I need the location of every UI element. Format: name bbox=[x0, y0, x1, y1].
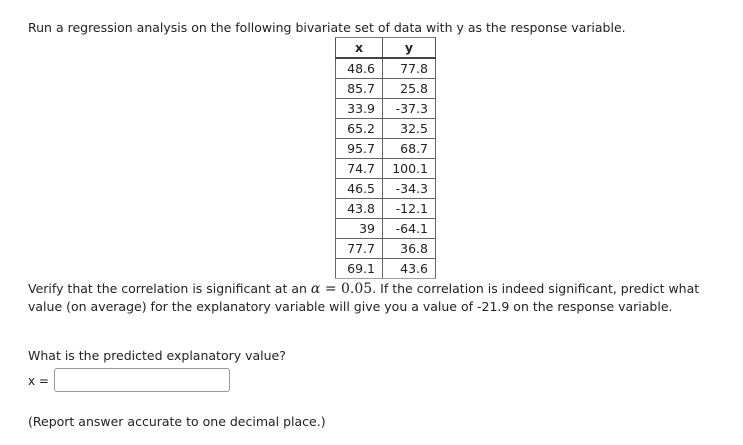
x-value-cell: 48.6 bbox=[336, 58, 383, 79]
table-row bbox=[336, 119, 436, 139]
instruction-text-part2: . If the correlation is indeed significant, predict what value (on average) for the explanatory variable will give you a value of -21.9 on the response variable. bbox=[28, 281, 700, 314]
answer-row bbox=[28, 366, 230, 394]
table-row bbox=[336, 259, 436, 279]
table-row bbox=[336, 199, 436, 219]
x-value-cell: 65.2 bbox=[336, 119, 383, 139]
alpha-symbol: α bbox=[310, 281, 321, 297]
table-row bbox=[336, 239, 436, 259]
answer-input[interactable] bbox=[54, 368, 230, 392]
y-value-cell: -12.1 bbox=[383, 199, 436, 219]
x-value-cell: 95.7 bbox=[336, 139, 383, 159]
question-intro: Run a regression analysis on the following bivariate set of data with y as the response variable. bbox=[28, 20, 626, 35]
alpha-equation: = 0.05 bbox=[320, 281, 373, 297]
data-table bbox=[335, 37, 436, 279]
y-value-cell: 68.7 bbox=[383, 139, 436, 159]
y-value-cell: -34.3 bbox=[383, 179, 436, 199]
question-instruction bbox=[28, 280, 718, 316]
x-value-cell: 74.7 bbox=[336, 159, 383, 179]
rounding-note: (Report answer accurate to one decimal place.) bbox=[28, 414, 326, 429]
table-row bbox=[336, 219, 436, 239]
table-header-row bbox=[336, 38, 436, 59]
y-value-cell: -64.1 bbox=[383, 219, 436, 239]
x-value-cell: 39 bbox=[336, 219, 383, 239]
y-value-cell: 43.6 bbox=[383, 259, 436, 279]
x-value-cell: 77.7 bbox=[336, 239, 383, 259]
column-header-y: y bbox=[383, 38, 436, 59]
y-value-cell: 77.8 bbox=[383, 58, 436, 79]
column-header-x: x bbox=[336, 38, 383, 59]
table-row bbox=[336, 139, 436, 159]
alpha-expression bbox=[311, 281, 372, 297]
x-value-cell: 43.8 bbox=[336, 199, 383, 219]
y-value-cell: -37.3 bbox=[383, 99, 436, 119]
y-value-cell: 36.8 bbox=[383, 239, 436, 259]
x-value-cell: 85.7 bbox=[336, 79, 383, 99]
table-row bbox=[336, 99, 436, 119]
x-value-cell: 69.1 bbox=[336, 259, 383, 279]
answer-label: x = bbox=[28, 374, 49, 388]
y-value-cell: 32.5 bbox=[383, 119, 436, 139]
x-value-cell: 33.9 bbox=[336, 99, 383, 119]
y-value-cell: 100.1 bbox=[383, 159, 436, 179]
answer-prompt: What is the predicted explanatory value? bbox=[28, 348, 286, 363]
instruction-text-part1: Verify that the correlation is significant at an bbox=[28, 281, 311, 296]
y-value-cell: 25.8 bbox=[383, 79, 436, 99]
table-row bbox=[336, 179, 436, 199]
table-row bbox=[336, 58, 436, 79]
table-row bbox=[336, 79, 436, 99]
x-value-cell: 46.5 bbox=[336, 179, 383, 199]
table-row bbox=[336, 159, 436, 179]
